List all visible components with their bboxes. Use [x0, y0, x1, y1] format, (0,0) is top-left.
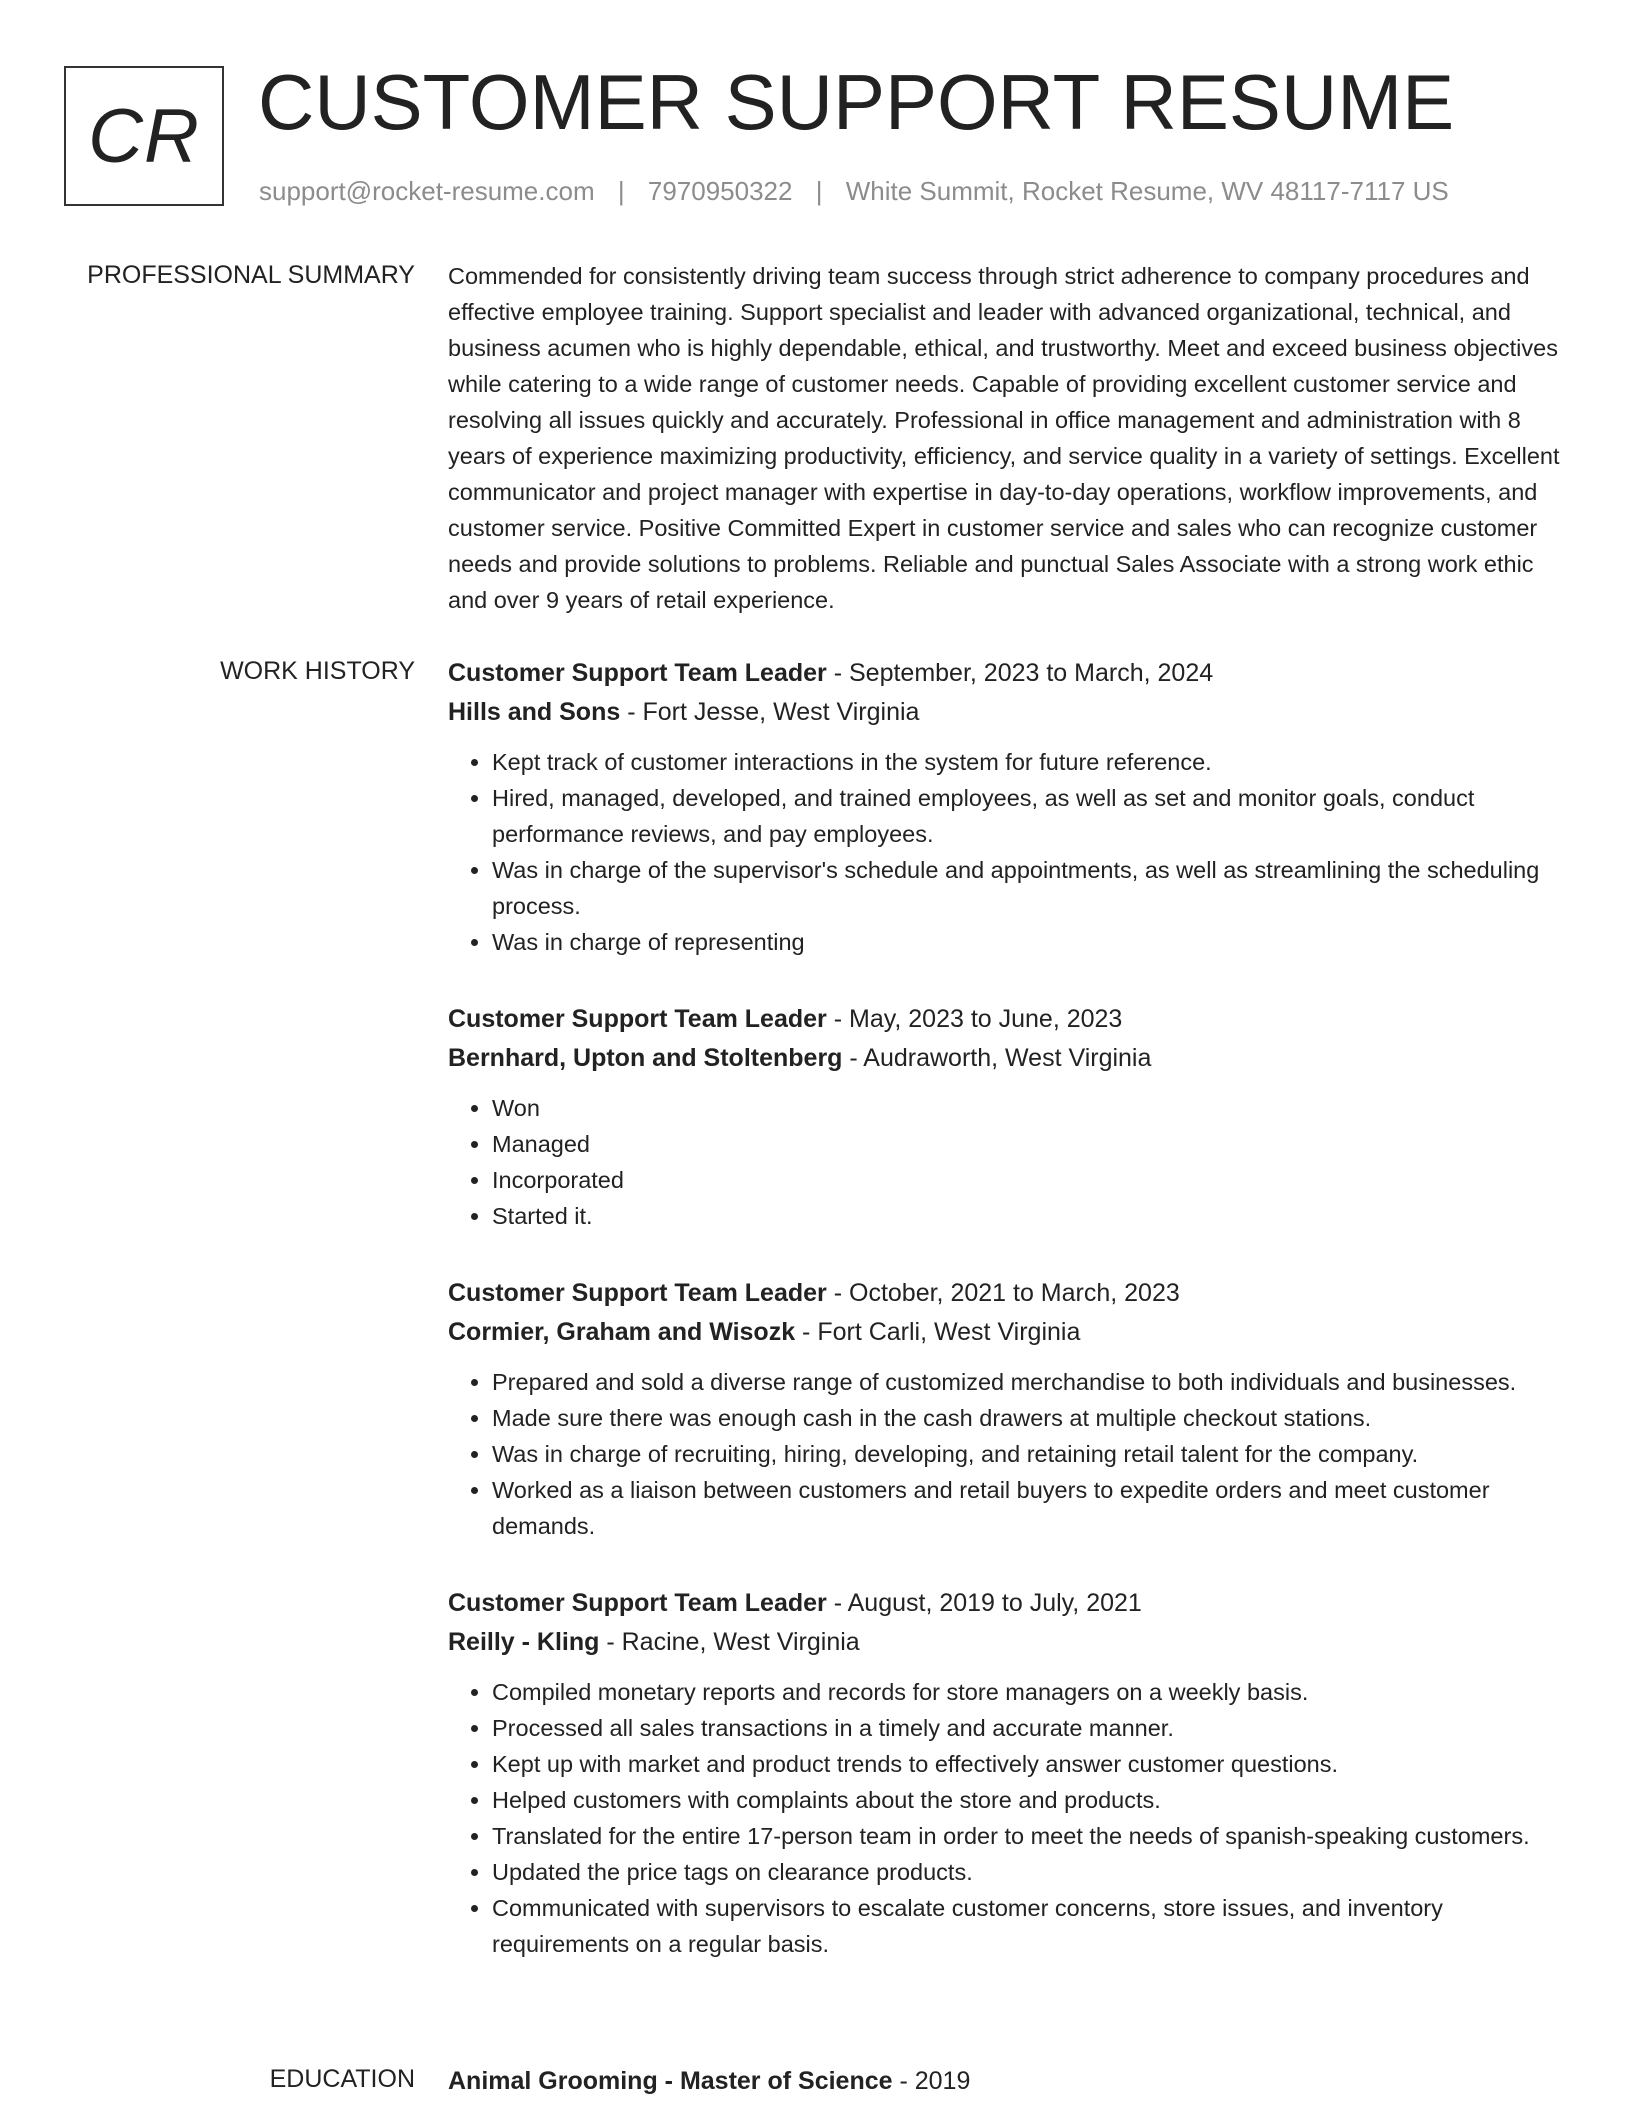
contact-phone: 7970950322 — [647, 176, 793, 206]
job-bullet: • Was in charge of recruiting, hiring, developing, and retaining retail talent for the company. — [492, 1436, 1566, 1472]
job-title: Customer Support Team Leader — [448, 1589, 827, 1617]
job-title: Customer Support Team Leader — [448, 1279, 827, 1307]
job-location: - Fort Carli, West Virginia — [795, 1318, 1081, 1346]
job-bullet: • Worked as a liaison between customers and retail buyers to expedite orders and meet customer demands. — [492, 1472, 1566, 1544]
job-bullet: • Started it. — [492, 1198, 1566, 1234]
job-bullets — [448, 744, 1566, 960]
contact-separator: | — [815, 176, 823, 206]
job-company-line — [448, 1313, 1566, 1352]
job-location: - Fort Jesse, West Virginia — [620, 698, 920, 726]
job-bullet: • Was in charge of the supervisor's schedule and appointments, as well as streamlining the scheduling process. — [492, 852, 1566, 924]
job-entry — [448, 654, 1566, 960]
contact-separator: | — [617, 176, 625, 206]
job-company-line — [448, 1623, 1566, 1662]
job-bullet: • Was in charge of representing — [492, 924, 1566, 960]
section-label-work-history: WORK HISTORY — [220, 657, 415, 685]
job-title-line — [448, 1000, 1566, 1039]
job-entry — [448, 1584, 1566, 1962]
job-bullet: • Kept up with market and product trends to effectively answer customer questions. — [492, 1746, 1566, 1782]
job-entry — [448, 1274, 1566, 1544]
job-bullets — [448, 1674, 1566, 1962]
job-title: Customer Support Team Leader — [448, 659, 827, 687]
education-degree-line — [448, 2062, 1566, 2101]
monogram-logo: CR — [64, 66, 224, 206]
section-label-education: EDUCATION — [269, 2065, 415, 2093]
job-bullets — [448, 1364, 1566, 1544]
job-dates: - September, 2023 to March, 2024 — [826, 659, 1214, 687]
job-bullet: • Made sure there was enough cash in the cash drawers at multiple checkout stations. — [492, 1400, 1566, 1436]
job-bullet: • Incorporated — [492, 1162, 1566, 1198]
education-body — [448, 2062, 1566, 2101]
job-title: Customer Support Team Leader — [448, 1005, 827, 1033]
contact-email: support@rocket-resume.com — [259, 176, 595, 206]
job-title-line — [448, 654, 1566, 693]
education-degree: Animal Grooming - Master of Science — [448, 2067, 893, 2095]
job-dates: - May, 2023 to June, 2023 — [826, 1005, 1123, 1033]
job-location: - Audraworth, West Virginia — [842, 1044, 1152, 1072]
job-title-line — [448, 1584, 1566, 1623]
job-company: Reilly - Kling — [448, 1628, 600, 1656]
job-bullet: • Updated the price tags on clearance products. — [492, 1854, 1566, 1890]
job-bullet: • Kept track of customer interactions in the system for future reference. — [492, 744, 1566, 780]
section-label-summary: PROFESSIONAL SUMMARY — [87, 261, 415, 289]
job-entry — [448, 1000, 1566, 1234]
job-company-line — [448, 693, 1566, 732]
job-bullet: • Communicated with supervisors to escalate customer concerns, store issues, and inventory requirements on a regular basis. — [492, 1890, 1566, 1962]
job-bullet: • Compiled monetary reports and records for store managers on a weekly basis. — [492, 1674, 1566, 1710]
job-bullet: • Processed all sales transactions in a timely and accurate manner. — [492, 1710, 1566, 1746]
job-location: - Racine, West Virginia — [599, 1628, 860, 1656]
job-company: Bernhard, Upton and Stoltenberg — [448, 1044, 843, 1072]
job-dates: - October, 2021 to March, 2023 — [826, 1279, 1180, 1307]
contact-address: White Summit, Rocket Resume, WV 48117-7117 US — [845, 176, 1449, 206]
job-dates: - August, 2019 to July, 2021 — [826, 1589, 1142, 1617]
job-company: Hills and Sons — [448, 698, 621, 726]
job-company: Cormier, Graham and Wisozk — [448, 1318, 796, 1346]
job-title-line — [448, 1274, 1566, 1313]
summary-body — [448, 258, 1566, 618]
page-title: CUSTOMER SUPPORT RESUME — [258, 58, 1455, 146]
summary-text: Commended for consistently driving team success through strict adherence to company procedures and effective employee training. Support specialist and leader with advanced organizational, technical, and business acumen who is highly dependable, ethical, and trustworthy. Meet and exceed business objectives while catering to a wide range of customer needs. Capable of providing excellent customer service and resolving all issues quickly and accurately. Professional in office management and administration with 8 years of experience maximizing productivity, efficiency, and service quality in a variety of settings. Excellent communicator and project manager with expertise in day-to-day operations, workflow improvements, and customer service. Positive Committed Expert in customer service and sales who can recognize customer needs and provide solutions to problems. Reliable and punctual Sales Associate with a strong work ethic and over 9 years of retail experience. — [448, 263, 1560, 613]
job-bullet: • Hired, managed, developed, and trained employees, as well as set and monitor goals, conduct performance reviews, and pay employees. — [492, 780, 1566, 852]
job-company-line — [448, 1039, 1566, 1078]
job-bullets — [448, 1090, 1566, 1234]
job-bullet: • Won — [492, 1090, 1566, 1126]
job-bullet: • Helped customers with complaints about the store and products. — [492, 1782, 1566, 1818]
job-bullet: • Translated for the entire 17-person team in order to meet the needs of spanish-speaking customers. — [492, 1818, 1566, 1854]
work-history-body — [448, 654, 1566, 2002]
contact-line — [259, 174, 1449, 208]
job-bullet: • Prepared and sold a diverse range of customized merchandise to both individuals and businesses. — [492, 1364, 1566, 1400]
job-bullet: • Managed — [492, 1126, 1566, 1162]
education-year: - 2019 — [892, 2067, 971, 2095]
